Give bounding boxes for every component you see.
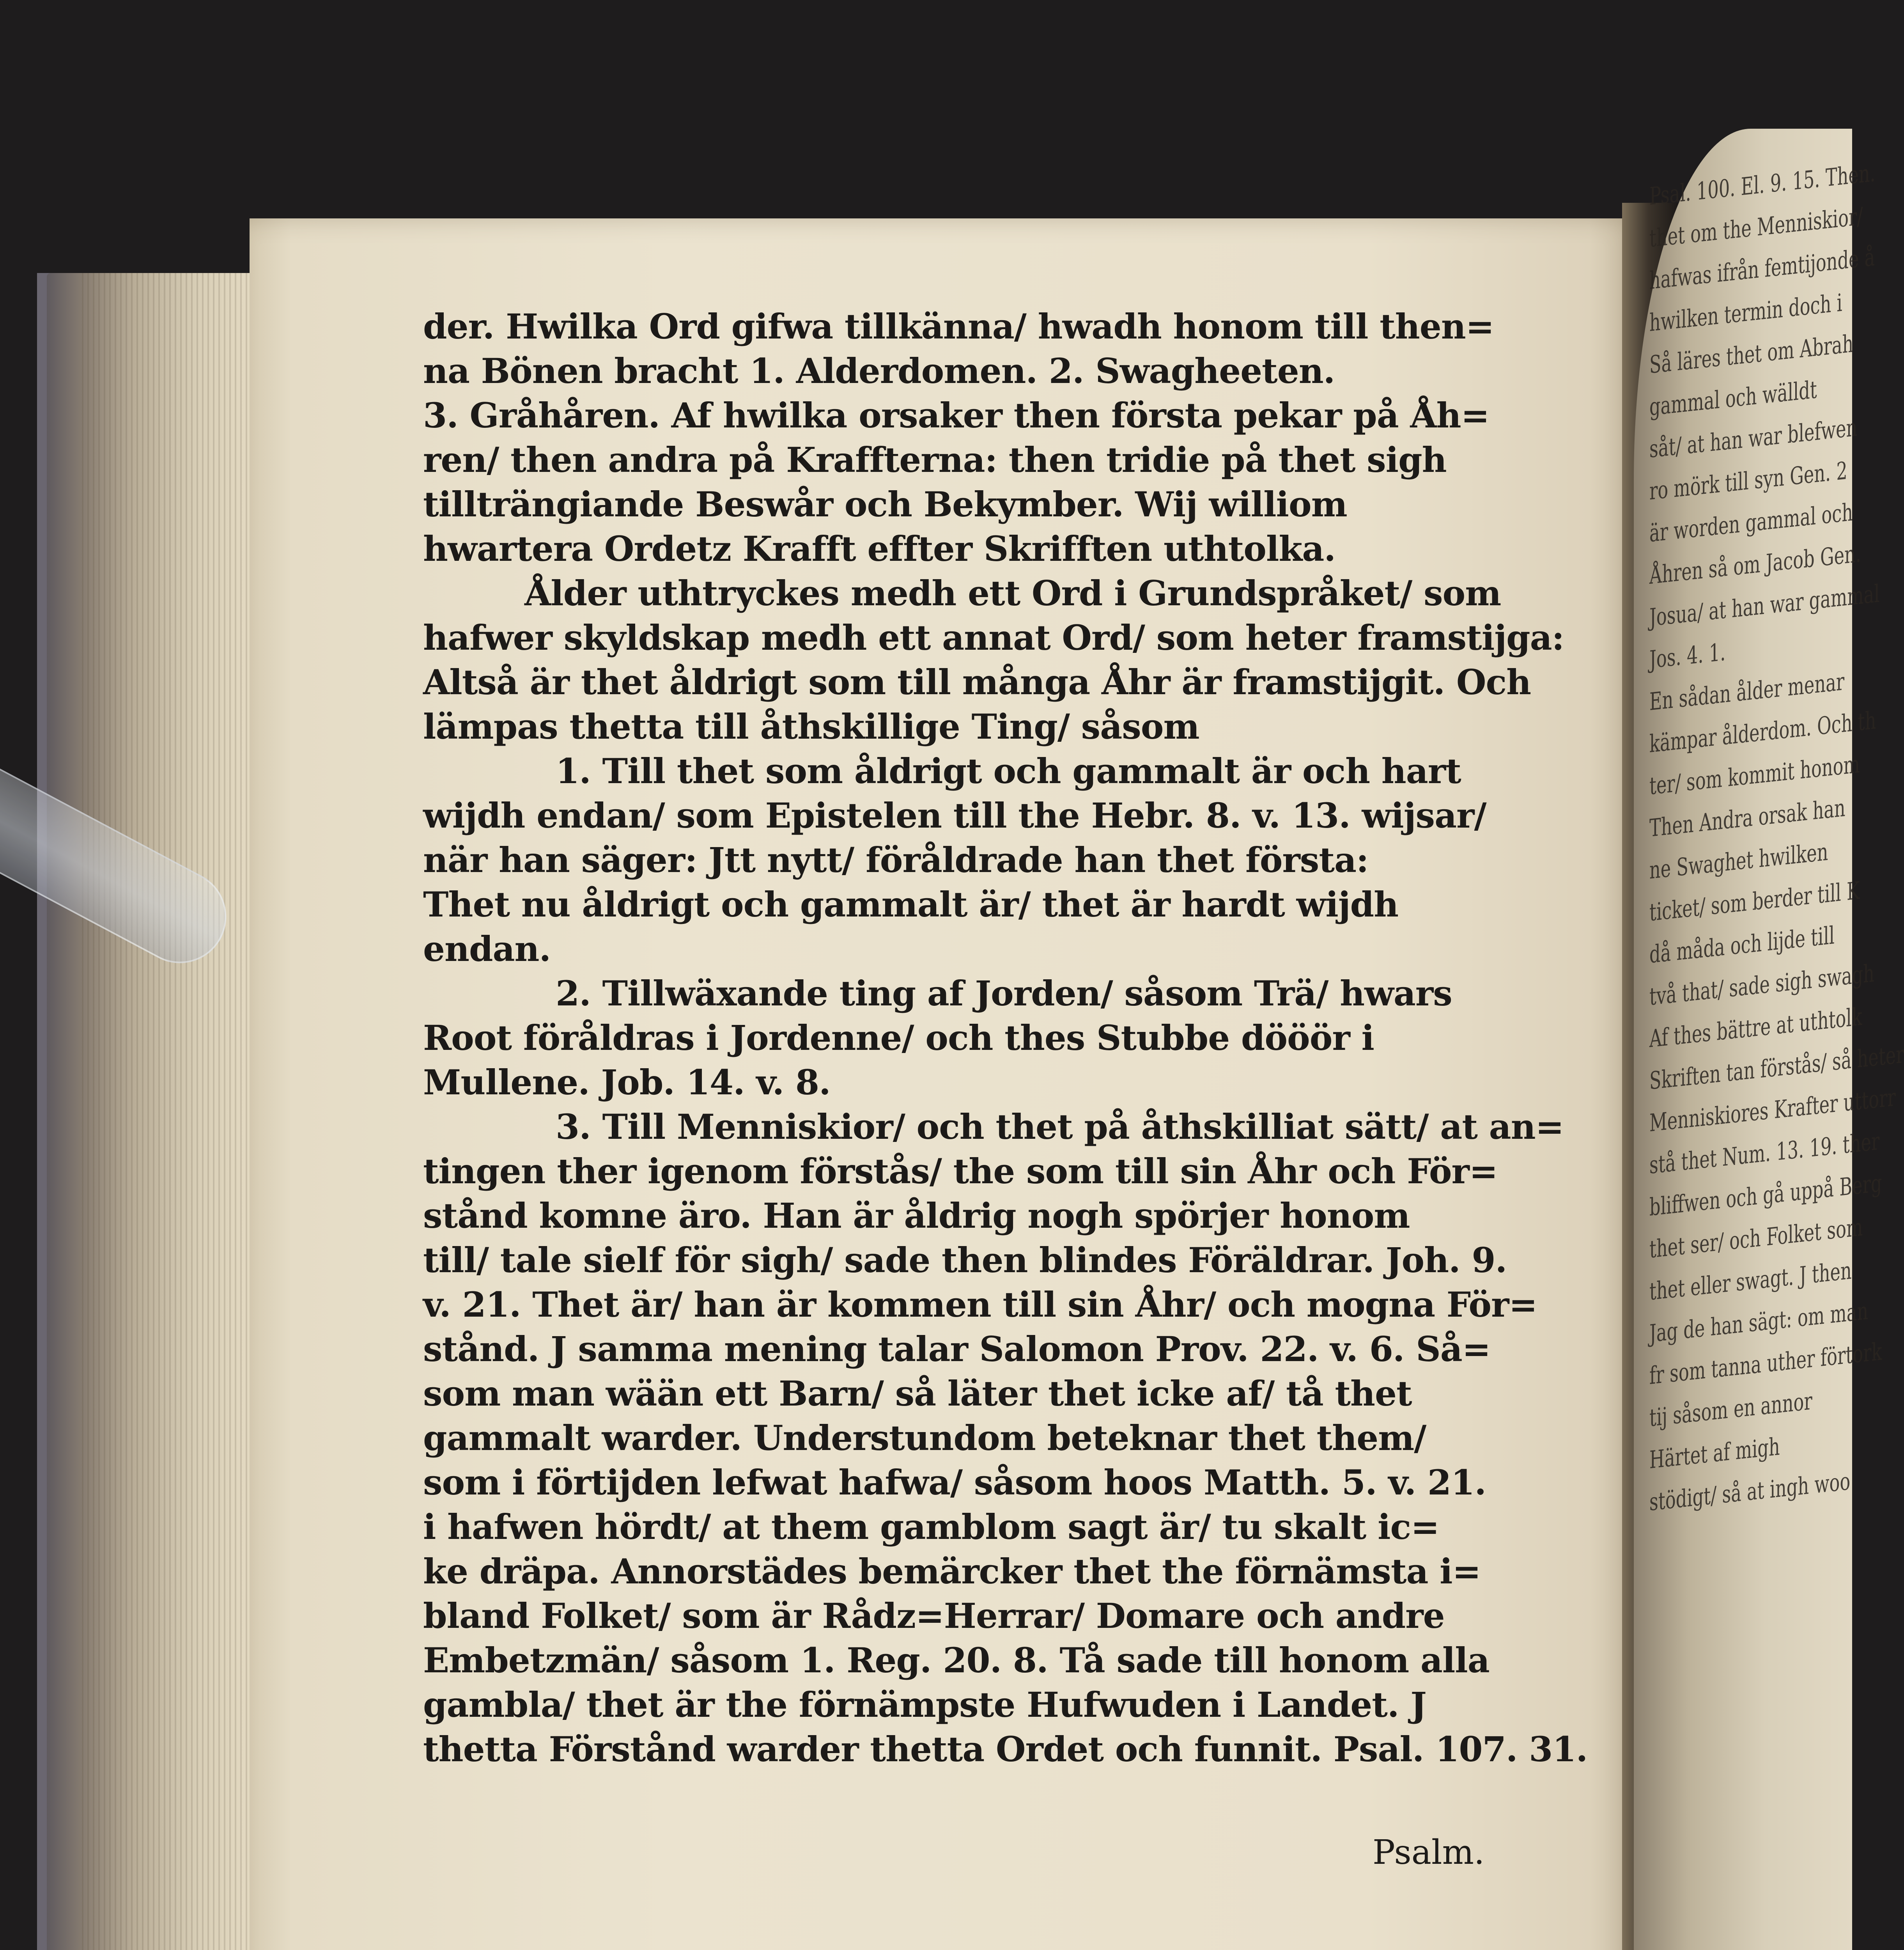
facing-line: Jos. 4. 1. — [1649, 637, 1726, 674]
facing-line: En sådan ålder menar — [1649, 667, 1845, 716]
facing-line: Menniskiores Krafter uttorr — [1649, 1083, 1896, 1137]
text-line: som i förtijden lefwat hafwa/ såsom hoos Matth. 5. v. 21. — [423, 1462, 1486, 1503]
facing-line: hafwas ifrån femtijonde å — [1649, 243, 1875, 295]
text-line: hwartera Ordetz Krafft effter Skrifften uthtolka. — [423, 528, 1336, 569]
facing-line: ne Swaghet hwilken — [1649, 837, 1828, 885]
facing-line: stå thet Num. 13. 19. ther — [1649, 1126, 1880, 1179]
facing-line: tij såsom en annor — [1649, 1386, 1812, 1432]
main-text-block — [423, 304, 1588, 1771]
facing-line: Skriften tan förstås/ så heter — [1649, 1040, 1904, 1095]
text-line: na Bönen bracht 1. Alderdomen. 2. Swagheeten. — [423, 351, 1335, 391]
text-line: ren/ then andra på Kraffterna: then tridie på thet sigh — [423, 440, 1447, 480]
facing-line: gammal och wälldt — [1649, 375, 1817, 421]
text-line: Altså är thet åldrigt som till många Åhr är framstijgit. Och — [423, 662, 1531, 702]
text-line: Root föråldras i Jordenne/ och thes Stubbe dööör i — [423, 1018, 1374, 1058]
text-line: när han säger: Jtt nytt/ föråldrade han thet första: — [423, 840, 1369, 880]
text-line: bland Folket/ som är Rådz=Herrar/ Domare och andre — [423, 1595, 1445, 1636]
text-line: 2. Tillwäxande ting af Jorden/ såsom Trä/ hwars — [556, 973, 1452, 1014]
facing-line: thet ser/ och Folket som — [1649, 1213, 1863, 1264]
text-line: som man wään ett Barn/ så läter thet icke af/ tå thet — [423, 1373, 1412, 1414]
facing-line: bliffwen och gå uppå Berg — [1649, 1168, 1882, 1221]
facing-line: stödigt/ så at ingh woo — [1649, 1466, 1851, 1516]
facing-line: ter/ som kommit honom — [1649, 750, 1860, 800]
text-line: ke dräpa. Annorstädes bemärcker thet the förnämsta i= — [423, 1551, 1481, 1592]
facing-line: Jag de han sägt: om man — [1649, 1296, 1869, 1348]
text-line: v. 21. Thet är/ han är kommen till sin Åhr/ och mogna För= — [423, 1284, 1537, 1325]
facing-line: Åhren så om Jacob Gen. — [1649, 539, 1861, 590]
text-line: der. Hwilka Ord gifwa tillkänna/ hwadh honom till then= — [423, 306, 1494, 347]
facing-line: thet eller swagt. J then — [1649, 1256, 1852, 1306]
facing-line: kämpar ålderdom. Och th — [1649, 706, 1876, 758]
text-line: gambla/ thet är the förnämpste Hufwuden i Landet. J — [423, 1684, 1426, 1725]
facing-line: hwilken termin doch i — [1649, 288, 1842, 337]
facing-line: då måda och lijde till — [1649, 921, 1835, 969]
right-page-text — [1649, 158, 1904, 1523]
facing-line: fr som tanna uther förtork — [1649, 1337, 1882, 1390]
facing-line: Härtet af migh — [1649, 1432, 1780, 1474]
facing-line: är worden gammal och — [1649, 498, 1853, 548]
text-line: tillträngiande Beswår och Bekymber. Wij williom — [423, 484, 1347, 525]
text-line: stånd. J samma mening talar Salomon Prov. 22. v. 6. Så= — [423, 1329, 1491, 1369]
facing-line: ticket/ som berder till K — [1649, 876, 1860, 927]
text-line: 3. Till Menniskior/ och thet på åthskilliat sätt/ at an= — [556, 1106, 1564, 1147]
facing-line: Then Andra orsak han — [1649, 793, 1846, 842]
text-line: thetta Förstånd warder thetta Ordet och funnit. Psal. 107. 31. — [423, 1729, 1588, 1769]
facing-line: Josua/ at han war gammal — [1649, 579, 1880, 632]
facing-line: thet om the Menniskior/ — [1649, 202, 1863, 253]
text-line: Mullene. Job. 14. v. 8. — [423, 1062, 831, 1103]
right-page — [1634, 129, 1904, 1950]
text-line: wijdh endan/ som Epistelen till the Hebr. 8. v. 13. wijsar/ — [423, 795, 1486, 836]
text-line: Ålder uthtryckes medh ett Ord i Grundspråket/ som — [524, 573, 1501, 613]
text-line: Embetzmän/ såsom 1. Reg. 20. 8. Tå sade till honom alla — [423, 1640, 1490, 1681]
catchword: Psalm. — [1373, 1833, 1485, 1872]
text-line: i hafwen hördt/ at them gamblom sagt är/ tu skalt ic= — [423, 1507, 1439, 1547]
facing-line: två that/ sade sigh swagh — [1649, 959, 1874, 1011]
text-line: 1. Till thet som åldrigt och gammalt är och hart — [556, 751, 1461, 791]
facing-line: Så läres thet om Abrah — [1649, 329, 1854, 379]
facing-line: såt/ at han war blefwen — [1649, 413, 1858, 463]
text-line: gammalt warder. Understundom beteknar thet them/ — [423, 1418, 1426, 1458]
facing-line: ro mörk till syn Gen. 2 — [1649, 456, 1847, 505]
facing-line: Psal. 100. El. 9. 15. Then. — [1649, 158, 1876, 211]
text-line: stånd komne äro. Han är åldrig nogh spörjer honom — [423, 1195, 1410, 1236]
text-line: tingen ther igenom förstås/ the som till sin Åhr och För= — [423, 1151, 1498, 1191]
text-line: 3. Gråhåren. Af hwilka orsaker then första pekar på Åh= — [423, 395, 1490, 436]
page-edges — [47, 273, 265, 1950]
text-line: till/ tale sielf för sigh/ sade then blindes Föräldrar. Joh. 9. — [423, 1240, 1507, 1280]
text-line: endan. — [423, 929, 551, 969]
text-line: Thet nu åldrigt och gammalt är/ thet är hardt wijdh — [423, 884, 1399, 925]
text-line: hafwer skyldskap medh ett annat Ord/ som heter framstijga: — [423, 617, 1564, 658]
text-line: lämpas thetta till åthskillige Ting/ såsom — [423, 706, 1199, 747]
facing-line: Af thes bättre at uthtolk — [1649, 1002, 1862, 1053]
